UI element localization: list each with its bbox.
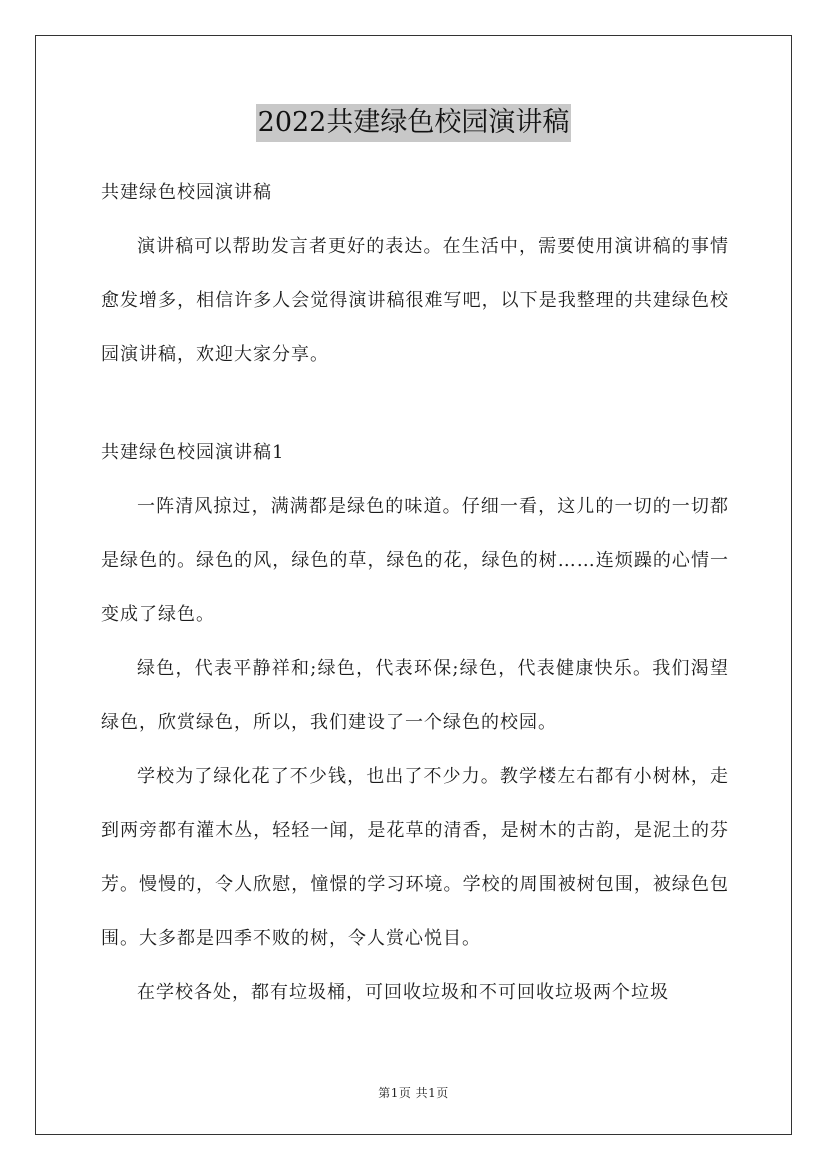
- intro-paragraph: 演讲稿可以帮助发言者更好的表达。在生活中，需要使用演讲稿的事情愈发增多，相信许多人会觉得演讲稿很难写吧，以下是我整理的共建绿色校园演讲稿，欢迎大家分享。: [101, 236, 729, 365]
- document-title: 2022共建绿色校园演讲稿: [256, 104, 572, 142]
- title-container: [0, 104, 827, 142]
- body-paragraph: 一阵清风掠过，满满都是绿色的味道。仔细一看，这儿的一切的一切都是绿色的。绿色的风，绿色的草，绿色的花，绿色的树……连烦躁的心情一变成了绿色。: [101, 496, 729, 625]
- body-paragraph: 学校为了绿化花了不少钱，也出了不少力。教学楼左右都有小树林，走到两旁都有灌木丛，轻轻一闻，是花草的清香，是树木的古韵，是泥土的芬芳。慢慢的，令人欣慰，憧憬的学习环境。学校的周围被树包围，被绿色包围。大多都是四季不败的树，令人赏心悦目。: [101, 766, 729, 949]
- body-paragraph: 在学校各处，都有垃圾桶，可回收垃圾和不可回收垃圾两个垃圾: [137, 982, 669, 1003]
- document-body: [101, 170, 729, 1020]
- body-paragraph: 绿色，代表平静祥和;绿色，代表环保;绿色，代表健康快乐。我们渴望绿色，欣赏绿色，所以，我们建设了一个绿色的校园。: [101, 658, 729, 733]
- section-heading: 共建绿色校园演讲稿: [101, 182, 272, 203]
- speech-heading: 共建绿色校园演讲稿1: [101, 442, 285, 463]
- page-footer: 第1页 共1页: [378, 1086, 449, 1100]
